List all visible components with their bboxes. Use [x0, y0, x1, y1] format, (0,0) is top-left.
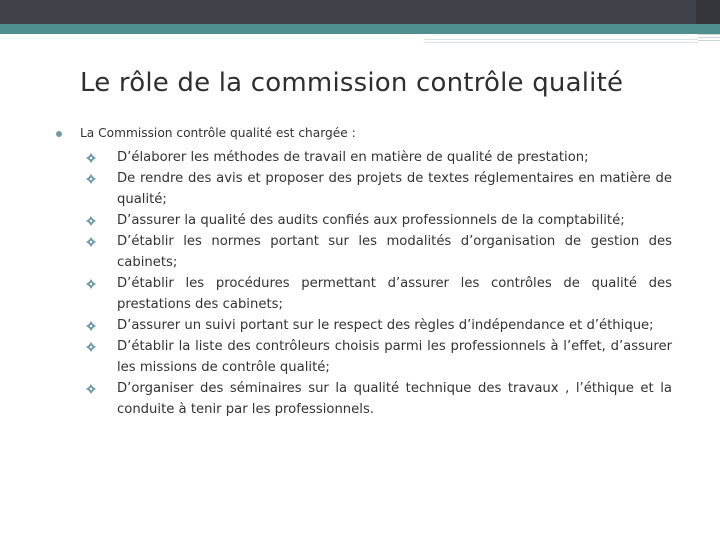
list-item-text: D’établir les procédures permettant d’assurer les contrôles de qualité des prestations des cabinets; — [117, 276, 672, 312]
diamond-bullet-icon — [86, 321, 96, 331]
corner-stripes — [698, 34, 720, 44]
circle-bullet-icon — [56, 131, 62, 137]
list-item — [86, 336, 672, 378]
list-item-text: D’établir la liste des contrôleurs choisis parmi les professionnels à l’effet, d’assurer les missions de contrôle qualité; — [117, 339, 672, 375]
list-item-text: D’établir les normes portant sur les modalités d’organisation de gestion des cabinets; — [117, 234, 672, 270]
list-item — [86, 147, 672, 168]
list-item-text: D’assurer la qualité des audits confiés aux professionnels de la comptabilité; — [117, 213, 625, 228]
diamond-bullet-icon — [86, 342, 96, 352]
diamond-bullet-icon — [86, 153, 96, 163]
list-item — [86, 273, 672, 315]
diamond-bullet-icon — [86, 237, 96, 247]
list-item — [86, 315, 672, 336]
diamond-bullet-icon — [86, 279, 96, 289]
lead-text: La Commission contrôle qualité est chargée : — [80, 126, 356, 140]
bullet-list — [86, 147, 672, 420]
list-item-text: De rendre des avis et proposer des projets de textes réglementaires en matière de qualité; — [117, 171, 672, 207]
list-item — [86, 210, 672, 231]
corner-block — [696, 0, 720, 24]
diamond-bullet-icon — [86, 174, 96, 184]
list-item — [86, 378, 672, 420]
top-bar — [0, 0, 720, 24]
list-item-text: D’élaborer les méthodes de travail en matière de qualité de prestation; — [117, 150, 589, 165]
title-decoration — [424, 39, 698, 43]
diamond-bullet-icon — [86, 216, 96, 226]
accent-band — [0, 24, 720, 34]
diamond-bullet-icon — [86, 384, 96, 394]
list-item — [86, 231, 672, 273]
list-item-text: D’assurer un suivi portant sur le respect des règles d’indépendance et d’éthique; — [117, 318, 654, 333]
list-item — [86, 168, 672, 210]
slide-title: Le rôle de la commission contrôle qualité — [80, 68, 624, 98]
list-item-text: D’organiser des séminaires sur la qualité technique des travaux , l’éthique et la conduite à tenir par les professionnels. — [117, 381, 672, 417]
